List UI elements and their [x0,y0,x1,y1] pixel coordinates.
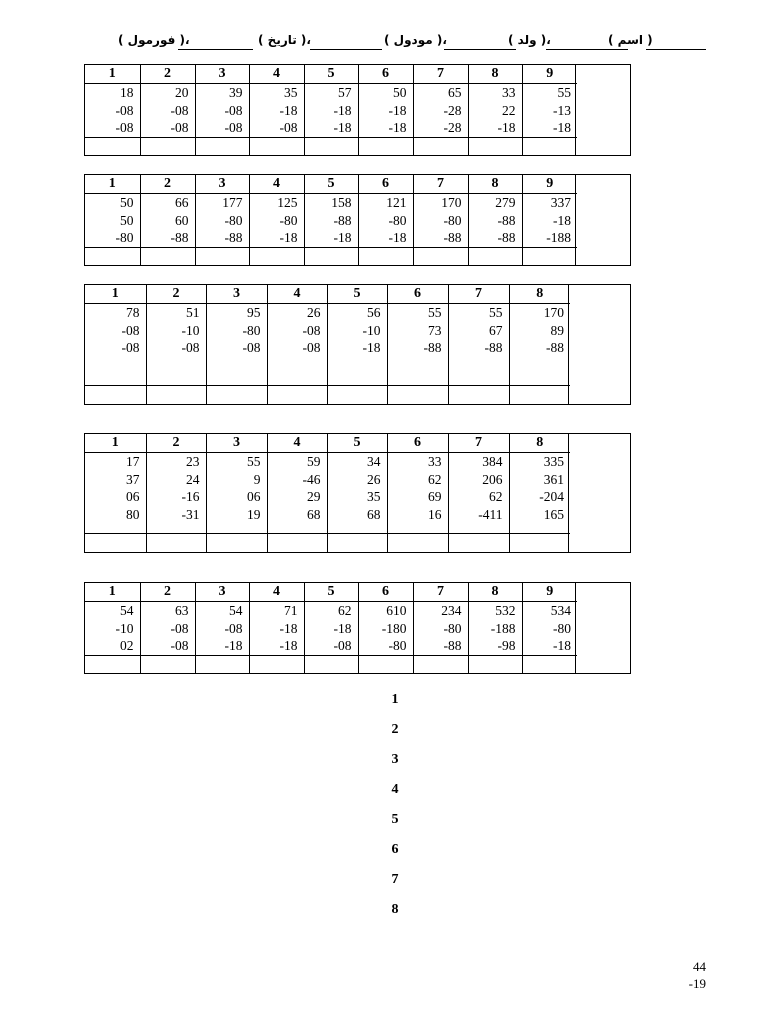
answer-cell[interactable] [140,656,195,675]
problem-cell: 610 -180 -80 [358,602,413,656]
column-header: 8 [468,65,522,84]
answer-cell[interactable] [249,656,304,675]
module-blank [444,49,516,50]
answer-cell[interactable] [509,386,570,405]
problem-cell: 33 62 69 16 [387,453,448,534]
question-number: 1 [391,692,399,707]
column-header: 8 [509,285,570,304]
worksheet-2 [84,174,631,266]
worksheet-3-table [85,285,570,404]
column-header: 4 [249,175,304,194]
date-label: ( تاريخ )، [258,33,311,47]
student-info-header [108,33,708,53]
column-header: 5 [304,583,358,602]
answer-cell[interactable] [140,138,195,157]
answer-cell[interactable] [85,138,140,157]
problem-cell: 337 -18 -188 [522,194,577,248]
problem-cell: 335 361 -204 165 [509,453,570,534]
problem-cell: 95 -80 -08 [206,304,267,386]
answer-cell[interactable] [304,248,358,267]
column-header: 1 [85,285,146,304]
problem-cell: 59 -46 29 68 [267,453,327,534]
worksheet-2-table [85,175,577,266]
column-header: 1 [85,434,146,453]
column-header: 4 [267,285,327,304]
answer-cell[interactable] [195,138,249,157]
column-header: 1 [85,175,140,194]
question-number: 4 [391,782,399,797]
column-header: 8 [468,583,522,602]
column-header: 6 [358,65,413,84]
problem-cell: 55 -13 -18 [522,84,577,138]
problem-cell: 534 -80 -18 [522,602,577,656]
formula-blank [178,49,253,50]
worksheet-1-table [85,65,577,156]
column-header: 4 [249,583,304,602]
page-number-sub: -19 [688,976,706,991]
name-label: ( اسم ) [608,33,653,47]
question-number: 2 [391,722,399,737]
answer-cell[interactable] [358,138,413,157]
answer-cell[interactable] [140,248,195,267]
answer-cell[interactable] [327,386,387,405]
answer-cell[interactable] [358,248,413,267]
problem-cell: 384 206 62 -411 [448,453,509,534]
answer-cell[interactable] [304,656,358,675]
column-header: 6 [387,434,448,453]
problem-cell: 20 -08 -08 [140,84,195,138]
problem-cell: 56 -10 -18 [327,304,387,386]
problem-cell: 125 -80 -18 [249,194,304,248]
question-number: 7 [391,872,399,887]
answer-cell[interactable] [304,138,358,157]
score-box [575,175,630,265]
answer-cell[interactable] [85,248,140,267]
problem-cell: 23 24 -16 -31 [146,453,206,534]
question-number-list [385,690,405,930]
worksheet-4-table [85,434,570,552]
problem-cell: 54 -08 -18 [195,602,249,656]
column-header: 6 [358,175,413,194]
problem-cell: 55 9 06 19 [206,453,267,534]
column-header: 7 [413,175,468,194]
worksheet-5 [84,582,631,674]
problem-cell: 17 37 06 80 [126,454,140,522]
module-label: ( مودول )، [384,33,447,47]
problem-cell: 71 -18 -18 [249,602,304,656]
problem-cell: 62 -18 -08 [304,602,358,656]
column-header: 1 [85,65,140,84]
column-header: 5 [304,65,358,84]
answer-cell[interactable] [522,248,577,267]
column-header: 2 [146,434,206,453]
question-number: 6 [391,842,399,857]
name-blank [646,49,706,50]
answer-cell[interactable] [413,138,468,157]
column-header: 3 [195,583,249,602]
answer-cell[interactable] [206,386,267,405]
page-number-main: 44 [693,959,706,974]
father-blank [546,49,628,50]
problem-cell: 63 -08 -08 [140,602,195,656]
column-header: 4 [267,434,327,453]
date-blank [310,49,382,50]
problem-cell: 26 -08 -08 [267,304,327,386]
answer-cell[interactable] [387,534,448,553]
problem-cell: 55 67 -88 [448,304,509,386]
column-header: 2 [140,583,195,602]
answer-cell[interactable] [468,138,522,157]
worksheet-5-table [85,583,577,674]
problem-cell: 65 -28 -28 [413,84,468,138]
answer-cell[interactable] [448,386,509,405]
score-box [568,434,630,552]
column-header: 2 [140,175,195,194]
column-header: 7 [448,285,509,304]
problem-cell: 121 -80 -18 [358,194,413,248]
problem-cell: 18 -08 -08 [115,85,134,135]
answer-cell[interactable] [468,248,522,267]
problem-cell: 234 -80 -88 [413,602,468,656]
problem-cell: 532 -188 -98 [468,602,522,656]
page-number [676,958,706,992]
column-header: 7 [413,65,468,84]
answer-cell[interactable] [85,656,140,675]
column-header: 3 [206,285,267,304]
answer-cell[interactable] [413,248,468,267]
answer-cell[interactable] [387,386,448,405]
answer-cell[interactable] [522,656,577,675]
column-header: 3 [206,434,267,453]
question-number: 5 [391,812,399,827]
answer-cell[interactable] [206,534,267,553]
column-header: 9 [522,175,577,194]
problem-cell: 170 -80 -88 [413,194,468,248]
column-header: 5 [327,434,387,453]
problem-cell: 158 -88 -18 [304,194,358,248]
column-header: 8 [468,175,522,194]
answer-cell[interactable] [146,534,206,553]
problem-cell: 39 -08 -08 [195,84,249,138]
answer-cell[interactable] [195,248,249,267]
answer-cell[interactable] [522,138,577,157]
column-header: 9 [522,583,577,602]
answer-cell[interactable] [85,534,146,553]
column-header: 7 [413,583,468,602]
answer-cell[interactable] [85,386,146,405]
column-header: 8 [509,434,570,453]
column-header: 1 [85,583,140,602]
problem-cell: 78 -08 -08 [121,305,140,355]
problem-cell: 57 -18 -18 [304,84,358,138]
answer-cell[interactable] [249,138,304,157]
problem-cell: 33 22 -18 [468,84,522,138]
column-header: 9 [522,65,577,84]
problem-cell: 34 26 35 68 [327,453,387,534]
formula-label: ( فورمول )، [118,33,190,47]
problem-cell: 66 60 -88 [140,194,195,248]
question-number: 3 [391,752,399,767]
problem-cell: 50 -18 -18 [358,84,413,138]
answer-cell[interactable] [267,534,327,553]
answer-cell[interactable] [327,534,387,553]
father-label: ( ولد )، [508,33,551,47]
column-header: 2 [146,285,206,304]
problem-cell: 51 -10 -08 [146,304,206,386]
answer-cell[interactable] [509,534,570,553]
answer-cell[interactable] [358,656,413,675]
worksheet-3 [84,284,631,405]
answer-cell[interactable] [413,656,468,675]
question-number: 8 [391,902,399,917]
answer-cell[interactable] [448,534,509,553]
column-header: 4 [249,65,304,84]
answer-cell[interactable] [195,656,249,675]
column-header: 2 [140,65,195,84]
column-header: 5 [327,285,387,304]
worksheet-1 [84,64,631,156]
problem-cell: 170 89 -88 [509,304,570,386]
score-box [575,583,630,673]
problem-cell: 50 50 -80 [115,195,134,245]
column-header: 7 [448,434,509,453]
problem-cell: 177 -80 -88 [195,194,249,248]
problem-cell: 279 -88 -88 [468,194,522,248]
problem-cell: 54 -10 02 [115,603,134,653]
column-header: 5 [304,175,358,194]
worksheet-4 [84,433,631,553]
column-header: 3 [195,175,249,194]
answer-cell[interactable] [468,656,522,675]
answer-cell[interactable] [146,386,206,405]
score-box [575,65,630,155]
problem-cell: 55 73 -88 [387,304,448,386]
answer-cell[interactable] [249,248,304,267]
column-header: 3 [195,65,249,84]
score-box [568,285,630,404]
column-header: 6 [358,583,413,602]
problem-cell: 35 -18 -08 [249,84,304,138]
answer-cell[interactable] [267,386,327,405]
column-header: 6 [387,285,448,304]
